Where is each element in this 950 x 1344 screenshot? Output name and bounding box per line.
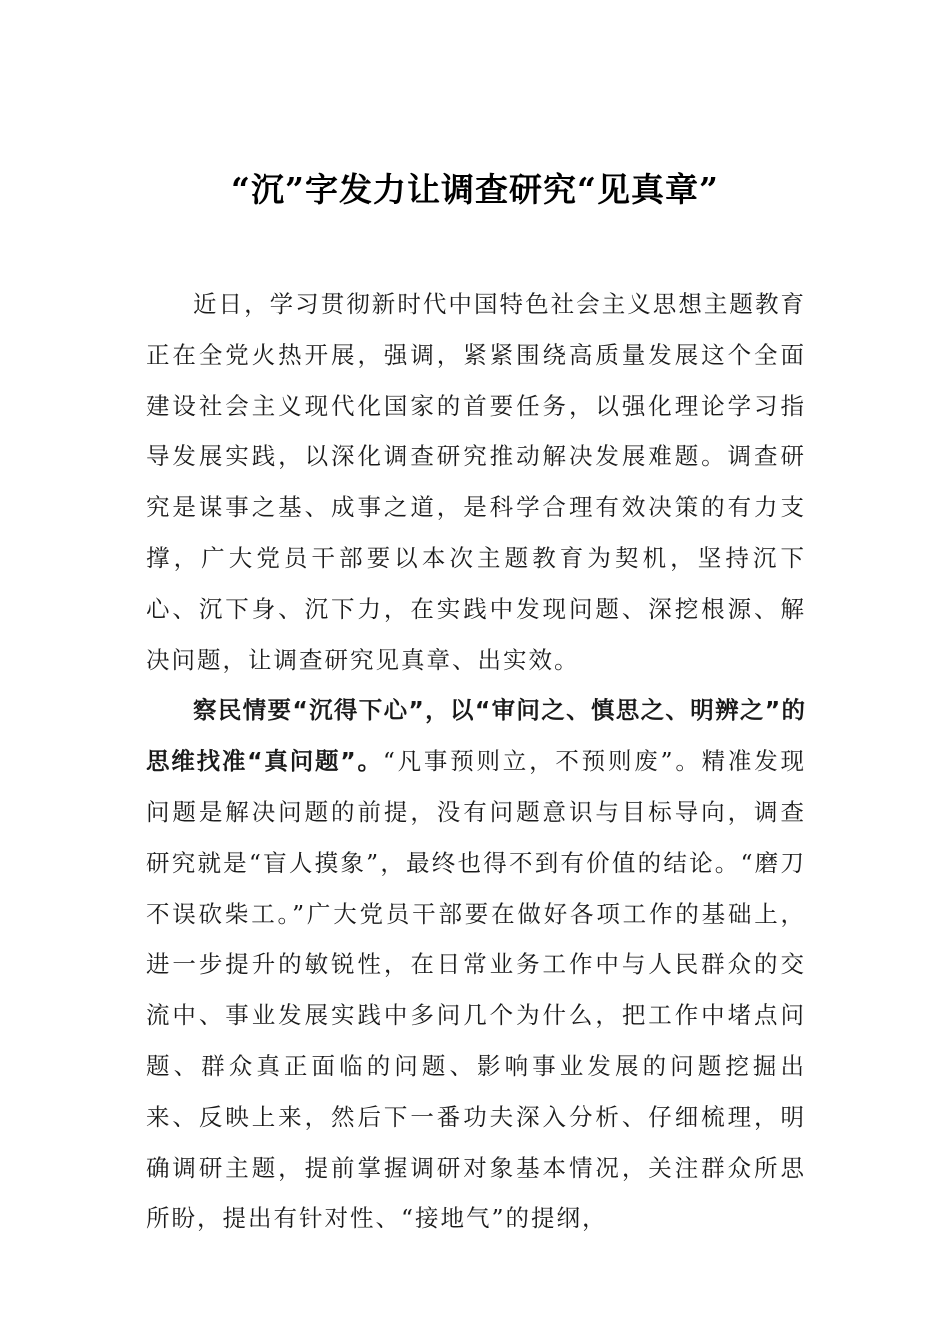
document-title: “沉”字发力让调查研究“见真章” [231, 170, 719, 209]
paragraph-intro [146, 279, 806, 685]
section-one-lead-sentence: 察民情要“沉得下心”，以“审问之、慎思之、明辨之”的思维找准“真问题”。 [146, 696, 806, 776]
paragraph-section-one [146, 685, 806, 1244]
paragraph-intro-text: 近日，学习贯彻新时代中国特色社会主义思想主题教育正在全党火热开展，强调，紧紧围绕高质量发展这个全面建设社会主义现代化国家的首要任务，以强化理论学习指导发展实践，以深化调查研究推动解决发展难题。调查研究是谋事之基、成事之道，是科学合理有效决策的有力支撑，广大党员干部要以本次主题教育为契机，坚持沉下心、沉下身、沉下力，在实践中发现问题、深挖根源、解决问题，让调查研究见真章、出实效。 [146, 290, 806, 674]
section-one-body-text: “凡事预则立，不预则废”。精准发现问题是解决问题的前提，没有问题意识与目标导向，调查研究就是“盲人摸象”，最终也得不到有价值的结论。“磨刀不误砍柴工。”广大党员干部要在做好各项工作的基础上，进一步提升的敏锐性，在日常业务工作中与人民群众的交流中、事业发展实践中多问几个为什么，把工作中堵点问题、群众真正面临的问题、影响事业发展的问题挖掘出来、反映上来，然后下一番功夫深入分析、仔细梳理，明确调研主题，提前掌握调研对象基本情况，关注群众所思所盼，提出有针对性、“接地气”的提纲， [146, 747, 807, 1233]
document-body [146, 279, 806, 1244]
